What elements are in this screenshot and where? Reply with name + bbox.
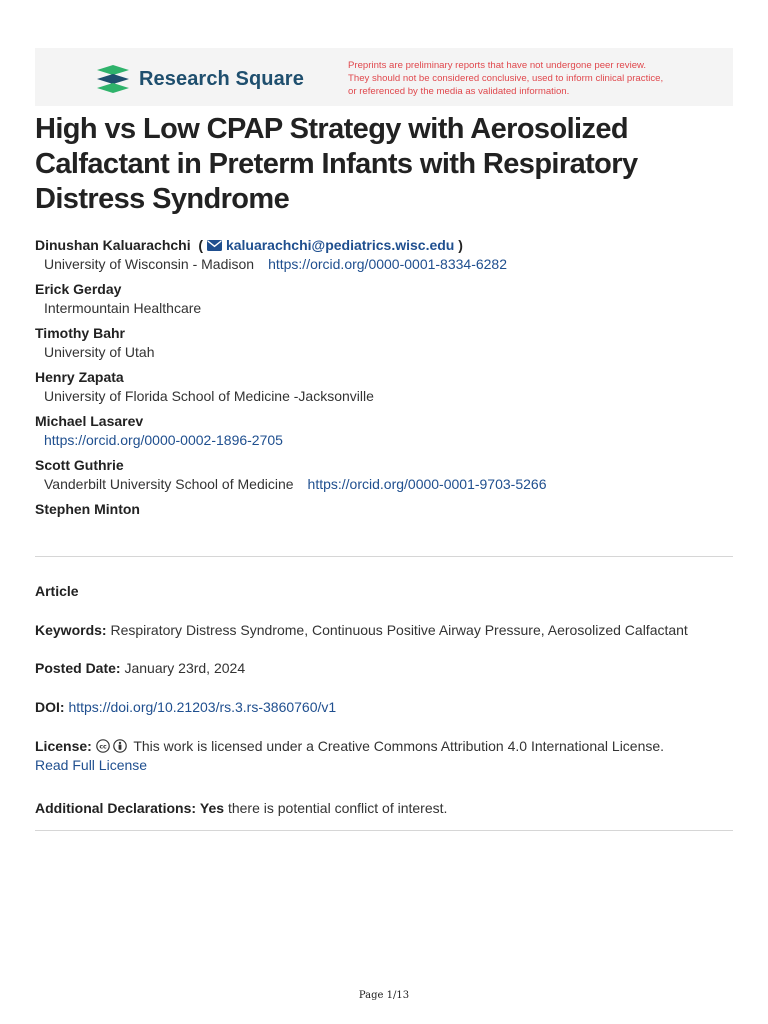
author-name: Timothy Bahr [35,325,125,341]
declarations-value: Yes [199,800,225,816]
posted-date-value: January 23rd, 2024 [124,660,246,676]
logo-text: Research Square [139,67,304,90]
orcid-link[interactable]: https://orcid.org/0000-0001-9703-5266 [307,476,547,492]
disclaimer-line: They should not be considered conclusive, used to inform clinical practice, [348,73,664,84]
author-entry [35,500,735,519]
author-affiliation: University of Utah [44,344,155,360]
keywords-value: Respiratory Distress Syndrome, Continuous Positive Airway Pressure, Aerosolized Calfactant [110,622,688,638]
header-band [35,48,733,106]
email-paren-open: ( [194,237,207,253]
author-affiliation: Vanderbilt University School of Medicine [44,476,294,492]
keywords-row [35,621,735,640]
author-affiliation-line [35,255,735,274]
author-affiliation-line [35,431,735,450]
author-name: Stephen Minton [35,501,140,517]
keywords-label: Keywords: [35,622,107,638]
read-full-license-link[interactable]: Read Full License [35,757,148,773]
declarations-label: Additional Declarations: [35,800,197,816]
author-entry [35,456,735,494]
author-name: Erick Gerday [35,281,122,297]
author-name: Scott Guthrie [35,457,124,473]
author-affiliation: Intermountain Healthcare [44,300,202,316]
author-entry [35,412,735,450]
license-label: License: [35,738,92,754]
envelope-icon [207,240,222,251]
license-row [35,737,735,775]
article-type [35,582,735,601]
author-email-link[interactable]: kaluarachchi@pediatrics.wisc.edu [225,237,455,253]
email-paren-close: ) [454,237,463,253]
doi-label: DOI: [35,699,65,715]
creative-commons-icon [96,739,110,753]
doi-link[interactable]: https://doi.org/10.21203/rs.3.rs-3860760/v1 [68,699,337,715]
disclaimer-line: Preprints are preliminary reports that have not undergone peer review. [348,60,647,71]
research-square-logo[interactable] [95,64,304,94]
orcid-link[interactable]: https://orcid.org/0000-0002-1896-2705 [44,432,283,448]
research-square-logo-icon [95,64,131,94]
author-name: Dinushan Kaluarachchi [35,237,191,253]
orcid-link[interactable]: https://orcid.org/0000-0001-8334-6282 [268,256,508,272]
author-list [35,236,735,525]
author-name-line [35,236,735,255]
author-affiliation: University of Wisconsin - Madison [44,256,255,272]
article-type-value: Article [35,583,79,599]
author-affiliation: University of Florida School of Medicine -Jacksonville [44,388,374,404]
author-entry [35,324,735,362]
posted-date-row [35,659,735,678]
author-entry [35,368,735,406]
preprint-disclaimer [348,59,728,98]
doi-row [35,698,735,717]
svg-text:cc: cc [99,743,107,751]
declarations-text: there is potential conflict of interest. [227,800,448,816]
paper-title: High vs Low CPAP Strategy with Aerosolized Calfactant in Preterm Infants with Respiratory Distress Syndrome [35,113,638,215]
posted-date-label: Posted Date: [35,660,121,676]
declarations-row [35,799,735,818]
page-number: Page 1/13 [358,990,410,1001]
license-text: This work is licensed under a Creative Commons Attribution 4.0 International License. [133,738,665,754]
author-name: Henry Zapata [35,369,124,385]
disclaimer-line: or referenced by the media as validated information. [348,86,570,97]
section-divider [35,556,733,557]
author-affiliation-line [35,475,735,494]
attribution-icon [113,739,127,753]
author-entry [35,236,735,274]
section-divider [35,830,733,831]
author-entry [35,280,735,318]
author-name: Michael Lasarev [35,413,144,429]
